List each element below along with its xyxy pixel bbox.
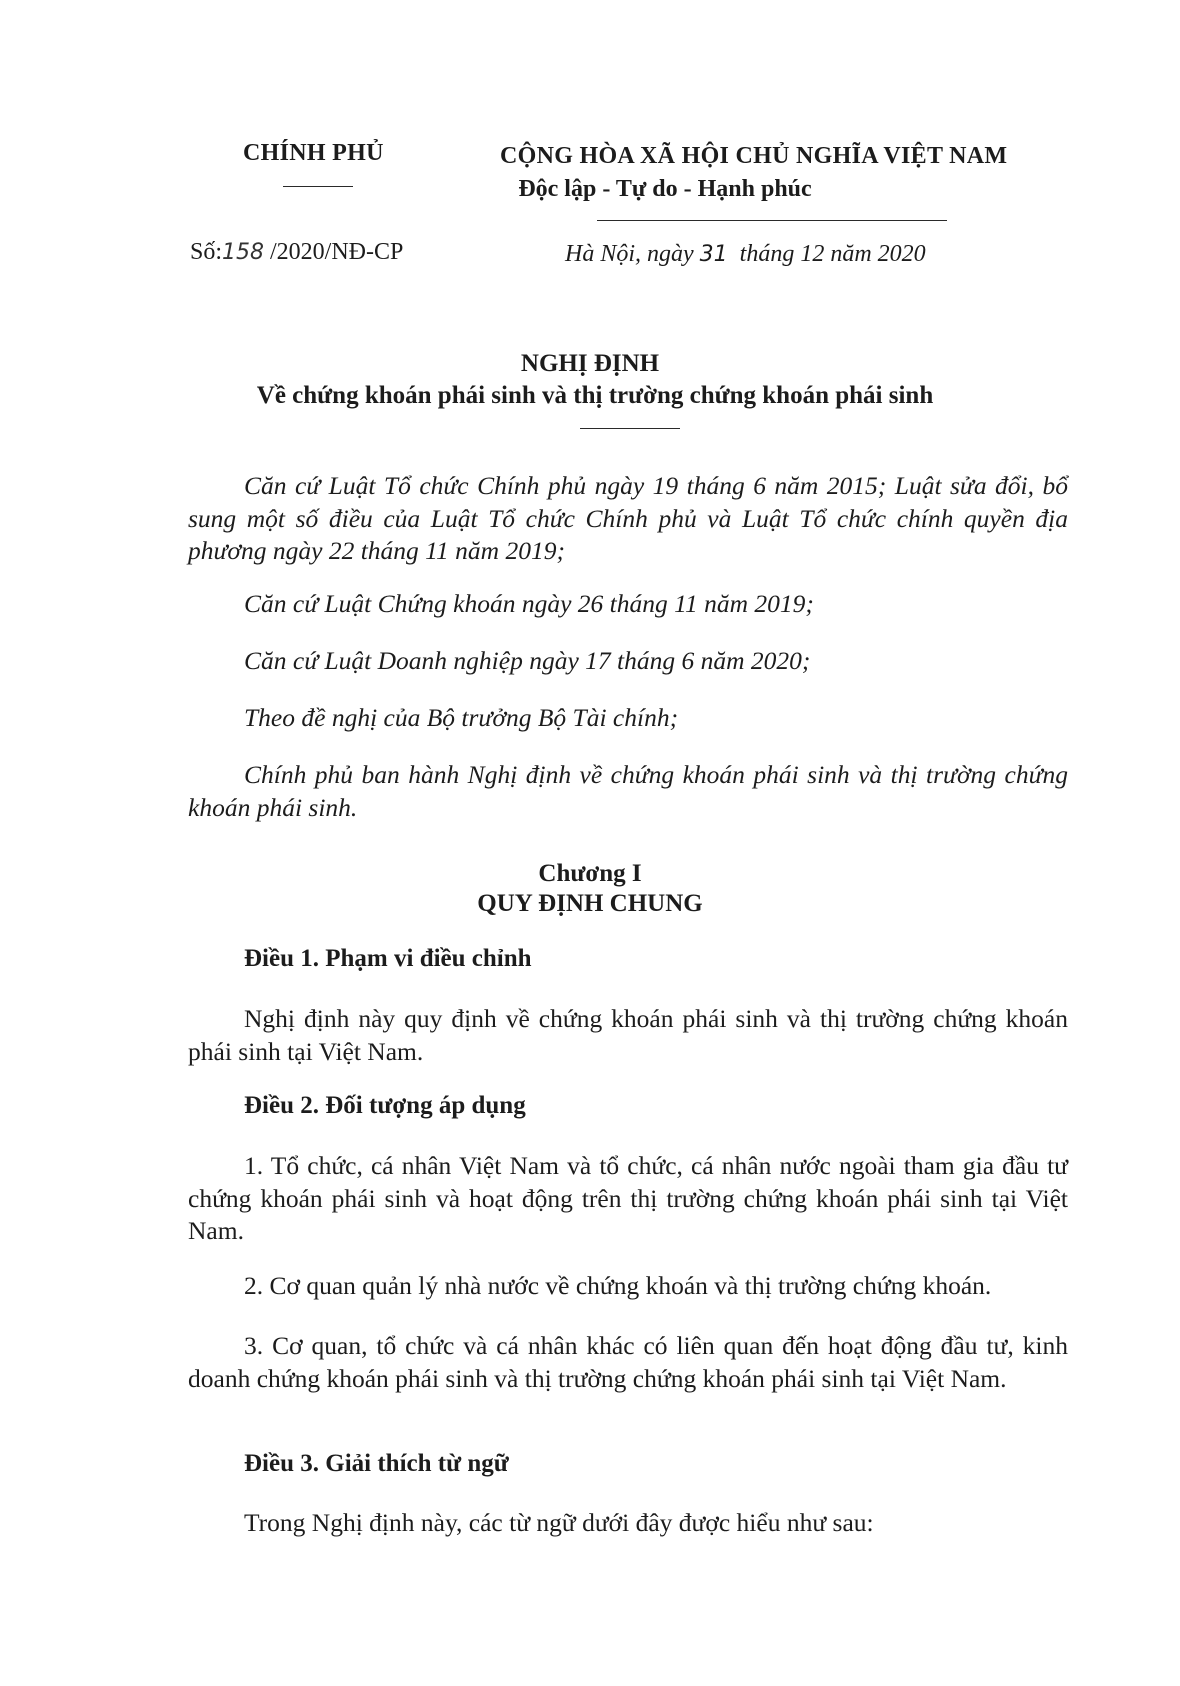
article-heading: Điều 2. Đối tượng áp dụng bbox=[244, 1092, 526, 1119]
preamble-paragraph: Theo đề nghị của Bộ trưởng Bộ Tài chính; bbox=[244, 703, 679, 732]
title-underline bbox=[580, 428, 680, 429]
document-number bbox=[190, 239, 403, 266]
article-paragraph: 1. Tổ chức, cá nhân Việt Nam và tổ chức, cá nhân nước ngoài tham gia đầu tư chứng khoán phái sinh và hoạt động trên thị trường chứng khoán phái sinh tại Việt Nam. bbox=[188, 1151, 1068, 1245]
article-heading: Điều 1. Phạm vi điều chỉnh bbox=[244, 945, 532, 972]
article-heading: Điều 3. Giải thích từ ngữ bbox=[244, 1450, 509, 1477]
document-title: Về chứng khoán phái sinh và thị trường chứng khoán phái sinh bbox=[256, 382, 934, 409]
article-paragraph: 2. Cơ quan quản lý nhà nước về chứng khoán và thị trường chứng khoán. bbox=[244, 1271, 992, 1300]
national-motto: Độc lập - Tự do - Hạnh phúc bbox=[518, 176, 812, 202]
issue-date bbox=[565, 241, 926, 268]
date-suffix: tháng 12 năm 2020 bbox=[739, 241, 926, 267]
date-prefix: Hà Nội, ngày bbox=[565, 241, 694, 267]
article-paragraph: Nghị định này quy định về chứng khoán phái sinh và thị trường chứng khoán phái sinh tại Việt Nam. bbox=[188, 1004, 1068, 1066]
preamble-paragraph: Căn cứ Luật Chứng khoán ngày 26 tháng 11 năm 2019; bbox=[244, 589, 814, 618]
number-suffix: /2020/NĐ-CP bbox=[270, 239, 404, 265]
chapter-title: QUY ĐỊNH CHUNG bbox=[477, 890, 703, 917]
article-paragraph: Trong Nghị định này, các từ ngữ dưới đây được hiểu như sau: bbox=[244, 1508, 874, 1537]
preamble-paragraph: Chính phủ ban hành Nghị định về chứng khoán phái sinh và thị trường chứng khoán phái sinh. bbox=[188, 760, 1068, 822]
motto-underline bbox=[597, 220, 947, 221]
country-name: CỘNG HÒA XÃ HỘI CHỦ NGHĨA VIỆT NAM bbox=[500, 143, 1008, 169]
preamble-paragraph: Căn cứ Luật Tổ chức Chính phủ ngày 19 tháng 6 năm 2015; Luật sửa đổi, bổ sung một số điều của Luật Tổ chức Chính phủ và Luật Tổ chức chính quyền địa phương ngày 22 tháng 11 năm 2019; bbox=[188, 471, 1068, 565]
handwritten-number: 158 bbox=[222, 240, 265, 265]
preamble-paragraph: Căn cứ Luật Doanh nghiệp ngày 17 tháng 6 năm 2020; bbox=[244, 646, 811, 675]
handwritten-day: 31 bbox=[699, 242, 728, 267]
chapter-number: Chương I bbox=[538, 860, 642, 887]
issuing-authority: CHÍNH PHỦ bbox=[243, 140, 384, 166]
document-type: NGHỊ ĐỊNH bbox=[520, 350, 660, 377]
number-prefix: Số: bbox=[190, 239, 223, 265]
article-paragraph: 3. Cơ quan, tổ chức và cá nhân khác có liên quan đến hoạt động đầu tư, kinh doanh chứng khoán phái sinh và thị trường chứng khoán phái sinh tại Việt Nam. bbox=[188, 1331, 1068, 1393]
